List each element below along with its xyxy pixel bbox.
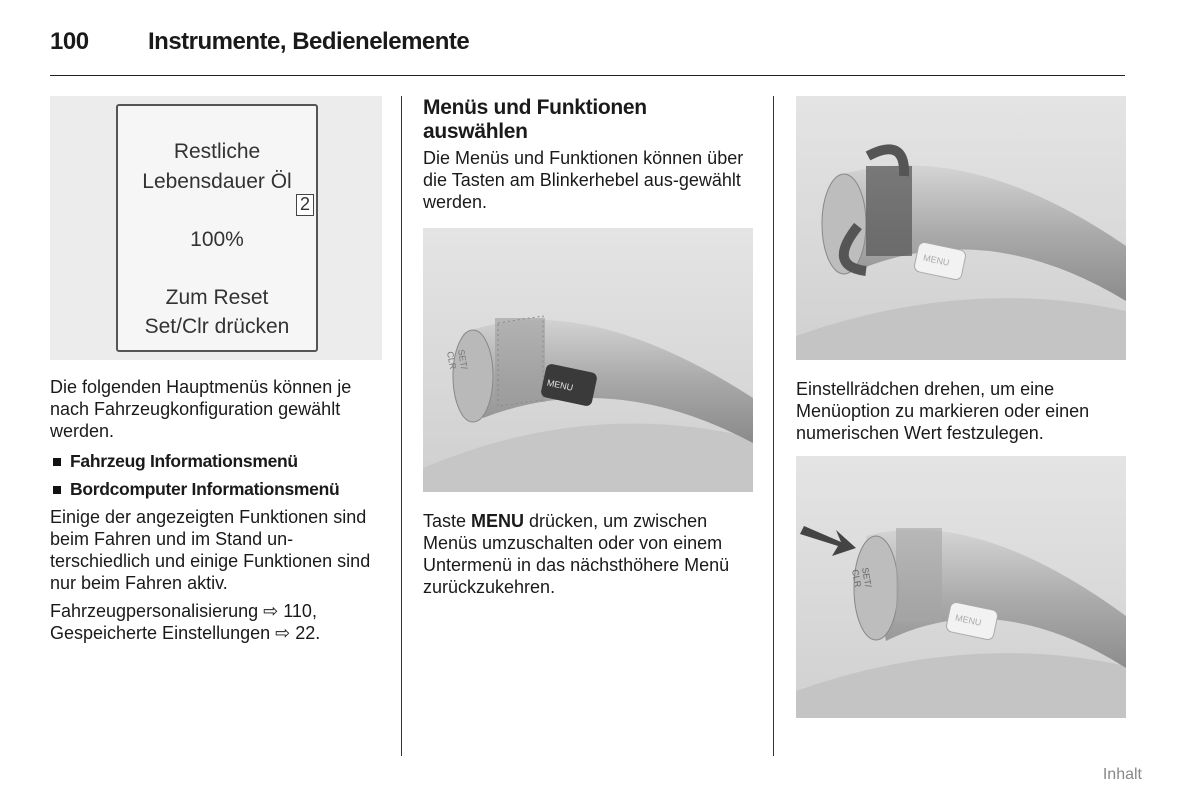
menu-button-label: MENU [954, 612, 983, 628]
bullet-icon [53, 486, 61, 494]
bullet-icon [53, 458, 61, 466]
instrument-display-illustration [50, 96, 382, 360]
ref-text[interactable]: Gespeicherte Einstellungen [50, 623, 271, 643]
display-badge: 2 [296, 194, 314, 216]
set-clr-button-illustration [796, 456, 1126, 718]
set-clr-label: SET/ [456, 348, 470, 371]
menu-button-illustration [423, 228, 753, 492]
display-line: Set/Clr drücken [144, 315, 290, 338]
display-line: Zum Reset [165, 286, 269, 309]
display-screen [116, 104, 318, 352]
contents-link[interactable]: Inhalt [1102, 766, 1142, 783]
column-divider [773, 96, 774, 756]
arrow-right-icon: ⇨ [275, 623, 291, 643]
caption [423, 510, 753, 598]
intro-paragraph: Die folgenden Hauptmenüs können je nach Fahrzeugkonfiguration gewählt werden. [50, 377, 352, 441]
ref-page[interactable]: 22. [295, 623, 321, 643]
set-clr-label: CLR [850, 568, 864, 589]
page-number: 100 [50, 28, 89, 55]
display-line: Lebensdauer Öl [142, 170, 292, 193]
paragraph: Die Menüs und Funktionen können über die Tasten am Blinkerhebel aus-gewählt werden. [423, 148, 744, 212]
paragraph: Einige der angezeigten Funktionen sind beim Fahren und im Stand un-terschiedlich und einige Funktionen sind nur beim Fahren aktiv. [50, 507, 371, 593]
ref-text[interactable]: Fahrzeugpersonalisierung [50, 601, 259, 621]
section-title: Instrumente, Bedienelemente [148, 28, 470, 55]
caption-text: Taste [423, 511, 472, 531]
list-item [50, 478, 382, 500]
caption-text: drücken, um zwischen Menüs umzuschalten oder von einem Untermenü in das nächsthöhere Menü zurückzukehren. [423, 511, 730, 597]
menu-button-label: MENU [546, 377, 575, 393]
column-middle [423, 96, 753, 597]
menu-button-label: MENU [922, 252, 951, 268]
thumbwheel-illustration [796, 96, 1126, 360]
list-item-label: Bordcomputer Informationsmenü [70, 479, 340, 499]
list-item-label: Fahrzeug Informationsmenü [70, 451, 298, 471]
page-header [50, 26, 1125, 76]
set-clr-label: CLR [445, 350, 459, 371]
list-item [50, 450, 382, 472]
caption-key: MENU [471, 511, 525, 531]
display-percent: 100% [190, 228, 244, 251]
set-clr-label: SET/ [860, 566, 874, 589]
column-divider [401, 96, 402, 756]
cross-reference[interactable] [50, 600, 382, 644]
sub-heading: Menüs und Funktionen auswählen [423, 96, 647, 143]
display-line: Restliche [173, 140, 261, 163]
ref-page[interactable]: 110, [283, 601, 317, 621]
caption: Einstellrädchen drehen, um eine Menüoption zu markieren oder einen numerischen Wert festzulegen. [796, 379, 1090, 443]
arrow-right-icon: ⇨ [263, 601, 279, 621]
